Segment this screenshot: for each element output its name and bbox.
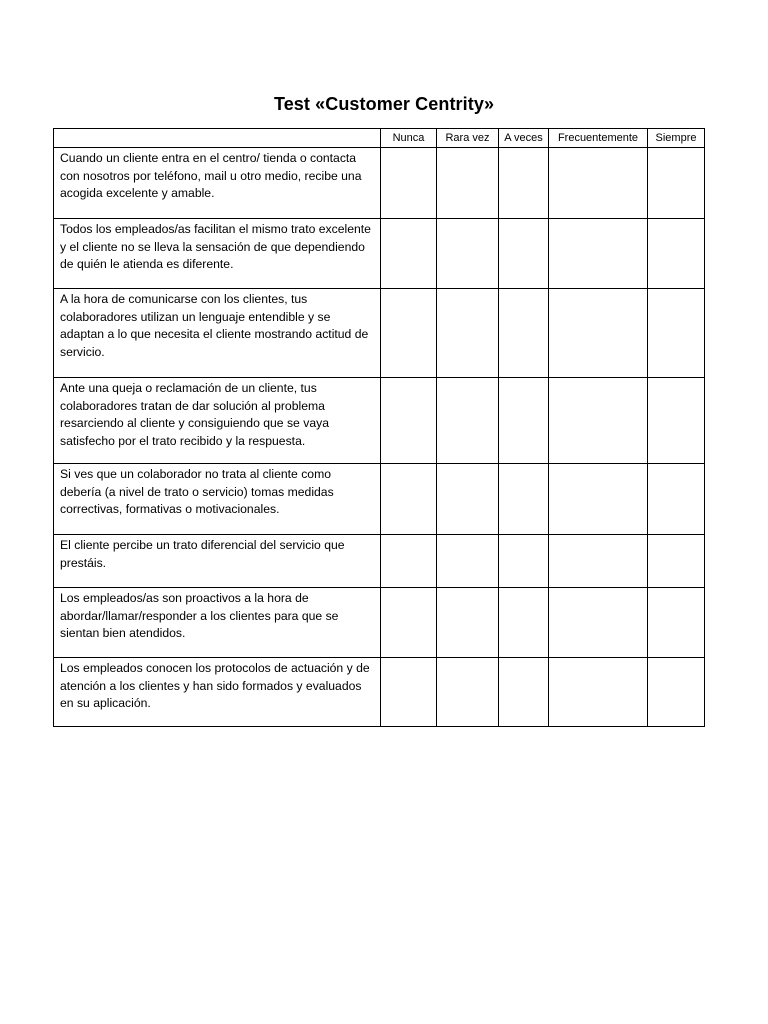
answer-cell-rara-vez[interactable]	[437, 148, 499, 219]
answer-cell-nunca[interactable]	[381, 378, 437, 464]
question-row	[54, 148, 705, 219]
answer-cell-a-veces[interactable]	[499, 148, 549, 219]
question-text: Los empleados conocen los protocolos de actuación y de atención a los clientes y han sido formados y evaluados en su aplicación.	[54, 658, 381, 727]
header-frecuentemente: Frecuentemente	[549, 129, 648, 148]
answer-cell-nunca[interactable]	[381, 289, 437, 378]
answer-cell-a-veces[interactable]	[499, 588, 549, 658]
answer-cell-siempre[interactable]	[648, 378, 705, 464]
answer-cell-frecuentemente[interactable]	[549, 378, 648, 464]
answer-cell-a-veces[interactable]	[499, 378, 549, 464]
answer-cell-rara-vez[interactable]	[437, 378, 499, 464]
answer-cell-frecuentemente[interactable]	[549, 535, 648, 588]
answer-cell-siempre[interactable]	[648, 289, 705, 378]
question-text: El cliente percibe un trato diferencial del servicio que prestáis.	[54, 535, 381, 588]
answer-cell-siempre[interactable]	[648, 148, 705, 219]
question-row	[54, 588, 705, 658]
answer-cell-siempre[interactable]	[648, 219, 705, 289]
answer-cell-frecuentemente[interactable]	[549, 658, 648, 727]
answer-cell-nunca[interactable]	[381, 464, 437, 535]
question-text: Los empleados/as son proactivos a la hora de abordar/llamar/responder a los clientes para que se sientan bien atendidos.	[54, 588, 381, 658]
answer-cell-frecuentemente[interactable]	[549, 289, 648, 378]
answer-cell-siempre[interactable]	[648, 464, 705, 535]
answer-cell-rara-vez[interactable]	[437, 535, 499, 588]
answer-cell-nunca[interactable]	[381, 148, 437, 219]
answer-cell-frecuentemente[interactable]	[549, 219, 648, 289]
answer-cell-rara-vez[interactable]	[437, 219, 499, 289]
page-title: Test «Customer Centrity»	[273, 94, 495, 114]
answer-cell-a-veces[interactable]	[499, 658, 549, 727]
answer-cell-rara-vez[interactable]	[437, 464, 499, 535]
question-text: Ante una queja o reclamación de un cliente, tus colaboradores tratan de dar solución al problema resarciendo al cliente y consiguiendo que se vaya satisfecho por el trato recibido y la respuesta.	[54, 378, 381, 464]
question-text: Cuando un cliente entra en el centro/ tienda o contacta con nosotros por teléfono, mail u otro medio, recibe una acogida excelente y amable.	[54, 148, 381, 219]
header-row	[54, 129, 705, 148]
question-row	[54, 219, 705, 289]
header-question	[54, 129, 381, 148]
question-row	[54, 378, 705, 464]
question-row	[54, 535, 705, 588]
answer-cell-rara-vez[interactable]	[437, 289, 499, 378]
header-siempre: Siempre	[648, 129, 705, 148]
question-row	[54, 289, 705, 378]
answer-cell-rara-vez[interactable]	[437, 588, 499, 658]
question-row	[54, 464, 705, 535]
answer-cell-siempre[interactable]	[648, 535, 705, 588]
answer-cell-nunca[interactable]	[381, 535, 437, 588]
question-row	[54, 658, 705, 727]
answer-cell-nunca[interactable]	[381, 588, 437, 658]
answer-cell-frecuentemente[interactable]	[549, 464, 648, 535]
answer-cell-rara-vez[interactable]	[437, 658, 499, 727]
answer-cell-a-veces[interactable]	[499, 535, 549, 588]
survey-table	[53, 128, 705, 727]
answer-cell-a-veces[interactable]	[499, 219, 549, 289]
question-text: Todos los empleados/as facilitan el mismo trato excelente y el cliente no se lleva la sensación de que dependiendo de quién le atienda es diferente.	[54, 219, 381, 289]
answer-cell-siempre[interactable]	[648, 588, 705, 658]
answer-cell-a-veces[interactable]	[499, 464, 549, 535]
answer-cell-nunca[interactable]	[381, 219, 437, 289]
question-text: A la hora de comunicarse con los clientes, tus colaboradores utilizan un lenguaje entendible y se adaptan a lo que necesita el cliente mostrando actitud de servicio.	[54, 289, 381, 378]
question-text: Si ves que un colaborador no trata al cliente como debería (a nivel de trato o servicio) tomas medidas correctivas, formativas o motivacionales.	[54, 464, 381, 535]
header-nunca: Nunca	[381, 129, 437, 148]
answer-cell-frecuentemente[interactable]	[549, 588, 648, 658]
answer-cell-siempre[interactable]	[648, 658, 705, 727]
header-rara-vez: Rara vez	[437, 129, 499, 148]
answer-cell-frecuentemente[interactable]	[549, 148, 648, 219]
answer-cell-a-veces[interactable]	[499, 289, 549, 378]
header-a-veces: A veces	[499, 129, 549, 148]
answer-cell-nunca[interactable]	[381, 658, 437, 727]
